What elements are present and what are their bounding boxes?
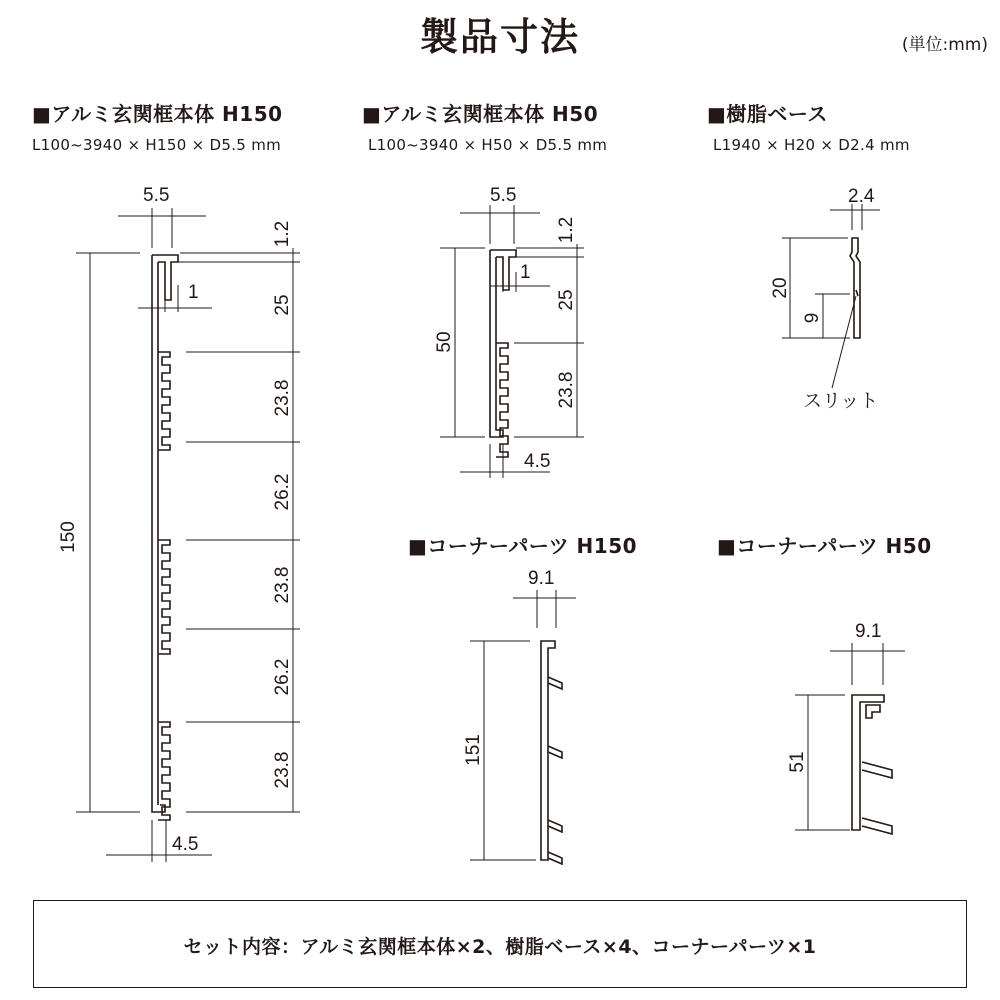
dim-corner-h50-width: 9.1	[855, 621, 882, 642]
dim-h150-slot: 1.2	[272, 220, 293, 248]
frame-h50-dimension-lines	[440, 205, 584, 478]
dim-corner-h50-height: 51	[787, 751, 808, 773]
dim-h150-lip: 1	[188, 282, 199, 303]
corner-h150-heading: ■コーナーパーツ H150	[408, 534, 638, 558]
dim-h150-seg6: 23.8	[272, 751, 293, 789]
dim-h50-seg1: 25	[556, 289, 577, 311]
resin-base-heading: ■樹脂ベース	[707, 102, 828, 126]
corner-h50-profile	[852, 695, 892, 834]
dim-h150-seg3: 26.2	[272, 473, 293, 511]
corner-h150-profile	[541, 641, 562, 864]
frame-h150-dimension-lines	[76, 208, 300, 862]
frame-h150-profile	[152, 255, 178, 820]
dim-h50-lip: 1	[520, 262, 531, 283]
dim-h50-seg2: 23.8	[556, 371, 577, 409]
page-title: 製品寸法	[419, 15, 580, 59]
frame-h150-spec: L100~3940 × H150 × D5.5 mm	[32, 136, 282, 154]
dim-h150-seg4: 23.8	[272, 566, 293, 604]
dim-resin-height: 20	[770, 277, 791, 299]
dim-h50-height: 50	[434, 331, 455, 353]
corner-h50-heading: ■コーナーパーツ H50	[717, 534, 932, 558]
dim-h150-width-top: 5.5	[143, 185, 170, 206]
dim-h150-width-bottom: 4.5	[172, 834, 199, 855]
dim-corner-h150-height: 151	[463, 734, 484, 766]
frame-h150-dimension-labels	[58, 185, 293, 855]
dim-resin-width: 2.4	[848, 186, 875, 207]
dim-h50-slot: 1.2	[556, 216, 577, 244]
set-contents-label: セット内容：アルミ玄関框本体×2、樹脂ベース×4、コーナーパーツ×1	[183, 936, 817, 958]
frame-h50-spec: L100~3940 × H50 × D5.5 mm	[368, 136, 608, 154]
frame-h50-heading: ■アルミ玄関框本体 H50	[362, 102, 599, 126]
dim-h150-seg1: 25	[272, 294, 293, 316]
resin-base-spec: L1940 × H20 × D2.4 mm	[713, 136, 910, 154]
dim-h50-width-top: 5.5	[490, 185, 517, 206]
corner-h150-dimension-lines	[470, 590, 576, 860]
dim-resin-slit-height: 9	[802, 312, 823, 324]
dim-h150-seg2: 23.8	[272, 379, 293, 417]
frame-h150-heading: ■アルミ玄関框本体 H150	[32, 102, 283, 126]
dim-h50-width-bottom: 4.5	[524, 451, 551, 472]
dim-corner-h150-width: 9.1	[528, 568, 555, 589]
unit-label: (単位:mm)	[901, 35, 988, 55]
slit-label: スリット	[803, 390, 879, 412]
resin-base-profile	[850, 238, 860, 338]
corner-h50-dimension-labels	[787, 621, 881, 773]
dim-h150-seg5: 26.2	[272, 658, 293, 696]
dim-h150-height: 150	[58, 521, 79, 553]
resin-base-dimension-lines	[782, 204, 880, 388]
corner-h50-dimension-lines	[795, 643, 905, 830]
